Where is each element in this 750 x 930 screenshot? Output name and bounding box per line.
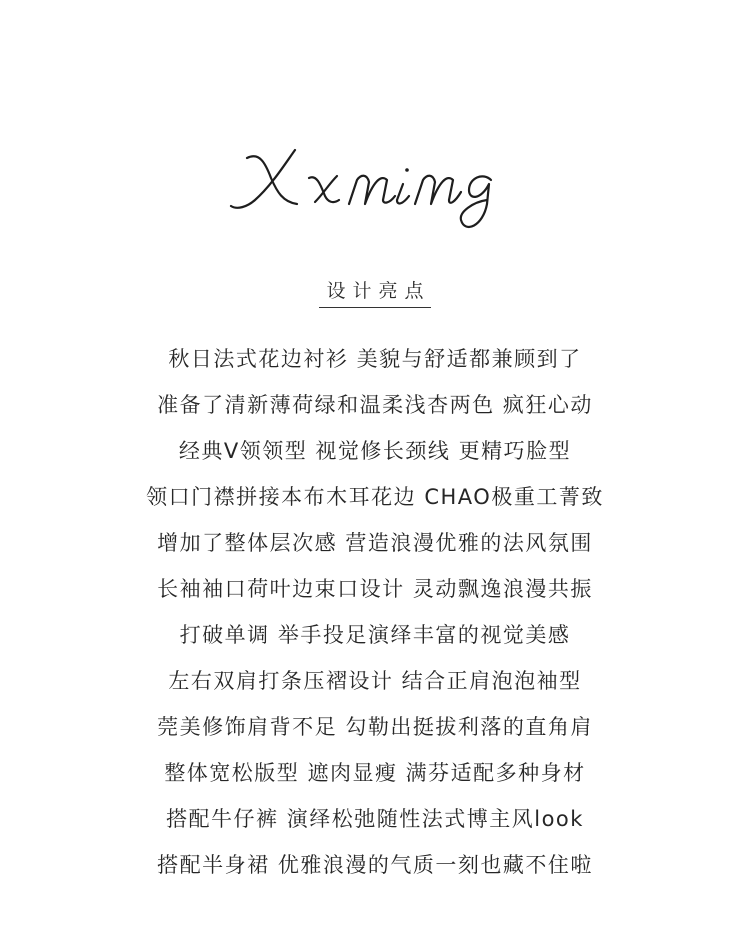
description-line: 秋日法式花边衬衫 美貌与舒适都兼顾到了 — [168, 347, 582, 371]
description-line: 经典V领领型 视觉修长颈线 更精巧脸型 — [178, 439, 572, 463]
description-line: 莞美修饰肩背不足 勾勒出挺拔利落的直角肩 — [157, 715, 593, 739]
description-line: 搭配牛仔裤 演绎松弛随性法式博主风look — [166, 807, 584, 831]
description-line: 领口门襟拼接本布木耳花边 CHAO极重工菁致 — [146, 485, 604, 509]
description-line: 准备了清新薄荷绿和温柔浅杏两色 疯狂心动 — [157, 393, 593, 417]
description-line: 打破单调 举手投足演绎丰富的视觉美感 — [179, 623, 571, 647]
description-line: 增加了整体层次感 营造浪漫优雅的法风氛围 — [157, 531, 593, 555]
description-line: 左右双肩打条压褶设计 结合正肩泡泡袖型 — [168, 669, 582, 693]
description-line: 长袖袖口荷叶边束口设计 灵动飘逸浪漫共振 — [157, 577, 593, 601]
brand-logo — [0, 130, 750, 240]
description-lines — [0, 336, 750, 888]
description-line: 整体宽松版型 遮肉显瘦 满芬适配多种身材 — [164, 761, 586, 785]
section-title — [0, 276, 750, 308]
description-line: 搭配半身裙 优雅浪漫的气质一刻也藏不住啦 — [157, 853, 593, 877]
xxning-script-logo — [225, 130, 525, 240]
design-highlights-heading: 设计亮点 — [319, 276, 430, 308]
